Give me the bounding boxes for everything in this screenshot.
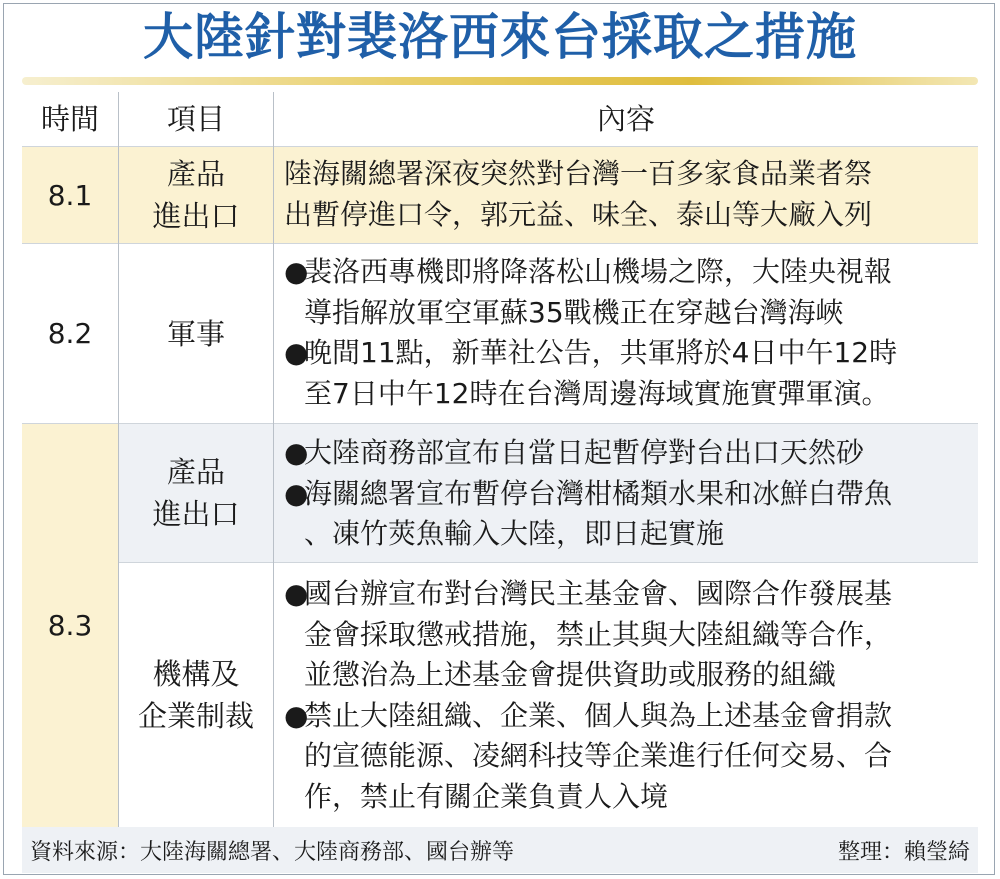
content-line: 至7日中午12時在台灣周邊海域實施實彈軍演。 — [304, 376, 890, 410]
content-line: 國台辦宣布對台灣民主基金會、國際合作發展基 — [304, 577, 893, 610]
editor-credit: 整理：賴瑩綺 — [837, 840, 970, 865]
content-cell — [284, 252, 974, 414]
item-cell — [119, 244, 273, 423]
column-divider — [273, 92, 274, 827]
content-line: 並懲治為上述基金會提供資助或服務的組織 — [304, 658, 837, 691]
content-cell — [284, 433, 974, 555]
item-cell — [119, 147, 273, 243]
content-line: 出暫停進口令，郭元益、味全、泰山等大廠入列 — [284, 197, 873, 231]
bullet-icon: ● — [284, 255, 309, 288]
content-cell — [284, 154, 974, 235]
item-cell — [119, 424, 273, 562]
bullet-icon: ● — [284, 436, 309, 469]
header-date: 時間 — [40, 102, 99, 136]
content-line: 禁止大陸組織、企業、個人與為上述基金會捐款 — [304, 698, 893, 732]
content-line: 導指解放軍空軍蘇35戰機正在穿越台灣海峽 — [304, 295, 844, 329]
item-line: 企業制裁 — [137, 699, 254, 733]
item-line: 進出口 — [152, 497, 240, 531]
header-content: 內容 — [596, 102, 655, 136]
content-cell — [284, 574, 974, 817]
content-line: 作，禁止有關企業負責人入境 — [304, 779, 669, 813]
content-line: 大陸商務部宣布自當日起暫停對台出口天然砂 — [304, 436, 865, 469]
content-line: 、凍竹莢魚輸入大陸，即日起實施 — [304, 517, 725, 550]
page-title: 大陸針對裴洛西來台採取之措施 — [143, 8, 857, 66]
item-line: 進出口 — [152, 199, 240, 233]
header-item: 項目 — [166, 102, 225, 136]
title-divider — [22, 77, 978, 85]
item-cell — [119, 563, 273, 827]
bullet-item — [284, 574, 974, 696]
item-line: 產品 — [166, 157, 225, 191]
bullet-icon: ● — [284, 336, 309, 369]
content-line: 金會採取懲戒措施，禁止其與大陸組織等合作， — [304, 617, 893, 651]
content-line: 的宣德能源、凌網科技等企業進行任何交易、合 — [304, 739, 893, 772]
content-line: 裴洛西專機即將降落松山機場之際，大陸央視報 — [304, 255, 893, 288]
bullet-item — [284, 474, 974, 555]
bullet-item — [284, 433, 974, 474]
item-line: 產品 — [166, 455, 225, 489]
item-line: 機構及 — [152, 657, 240, 691]
item-line: 軍事 — [166, 316, 225, 351]
source-note: 資料來源：大陸海關總署、大陸商務部、國台辦等 — [30, 840, 515, 865]
date-cell: 8.3 — [47, 609, 93, 642]
bullet-item — [284, 252, 974, 333]
content-line: 陸海關總署深夜突然對台灣一百多家食品業者祭 — [284, 157, 873, 190]
bullet-item — [284, 696, 974, 818]
bullet-icon: ● — [284, 698, 309, 732]
bullet-item — [284, 333, 974, 414]
content-line: 海關總署宣布暫停台灣柑橘類水果和冰鮮白帶魚 — [304, 476, 893, 510]
content-line: 晚間11點，新華社公告，共軍將於4日中午12時 — [304, 336, 898, 369]
bullet-icon: ● — [284, 577, 309, 610]
bullet-icon: ● — [284, 476, 309, 510]
date-cell: 8.2 — [47, 317, 93, 350]
date-cell: 8.1 — [47, 178, 93, 212]
